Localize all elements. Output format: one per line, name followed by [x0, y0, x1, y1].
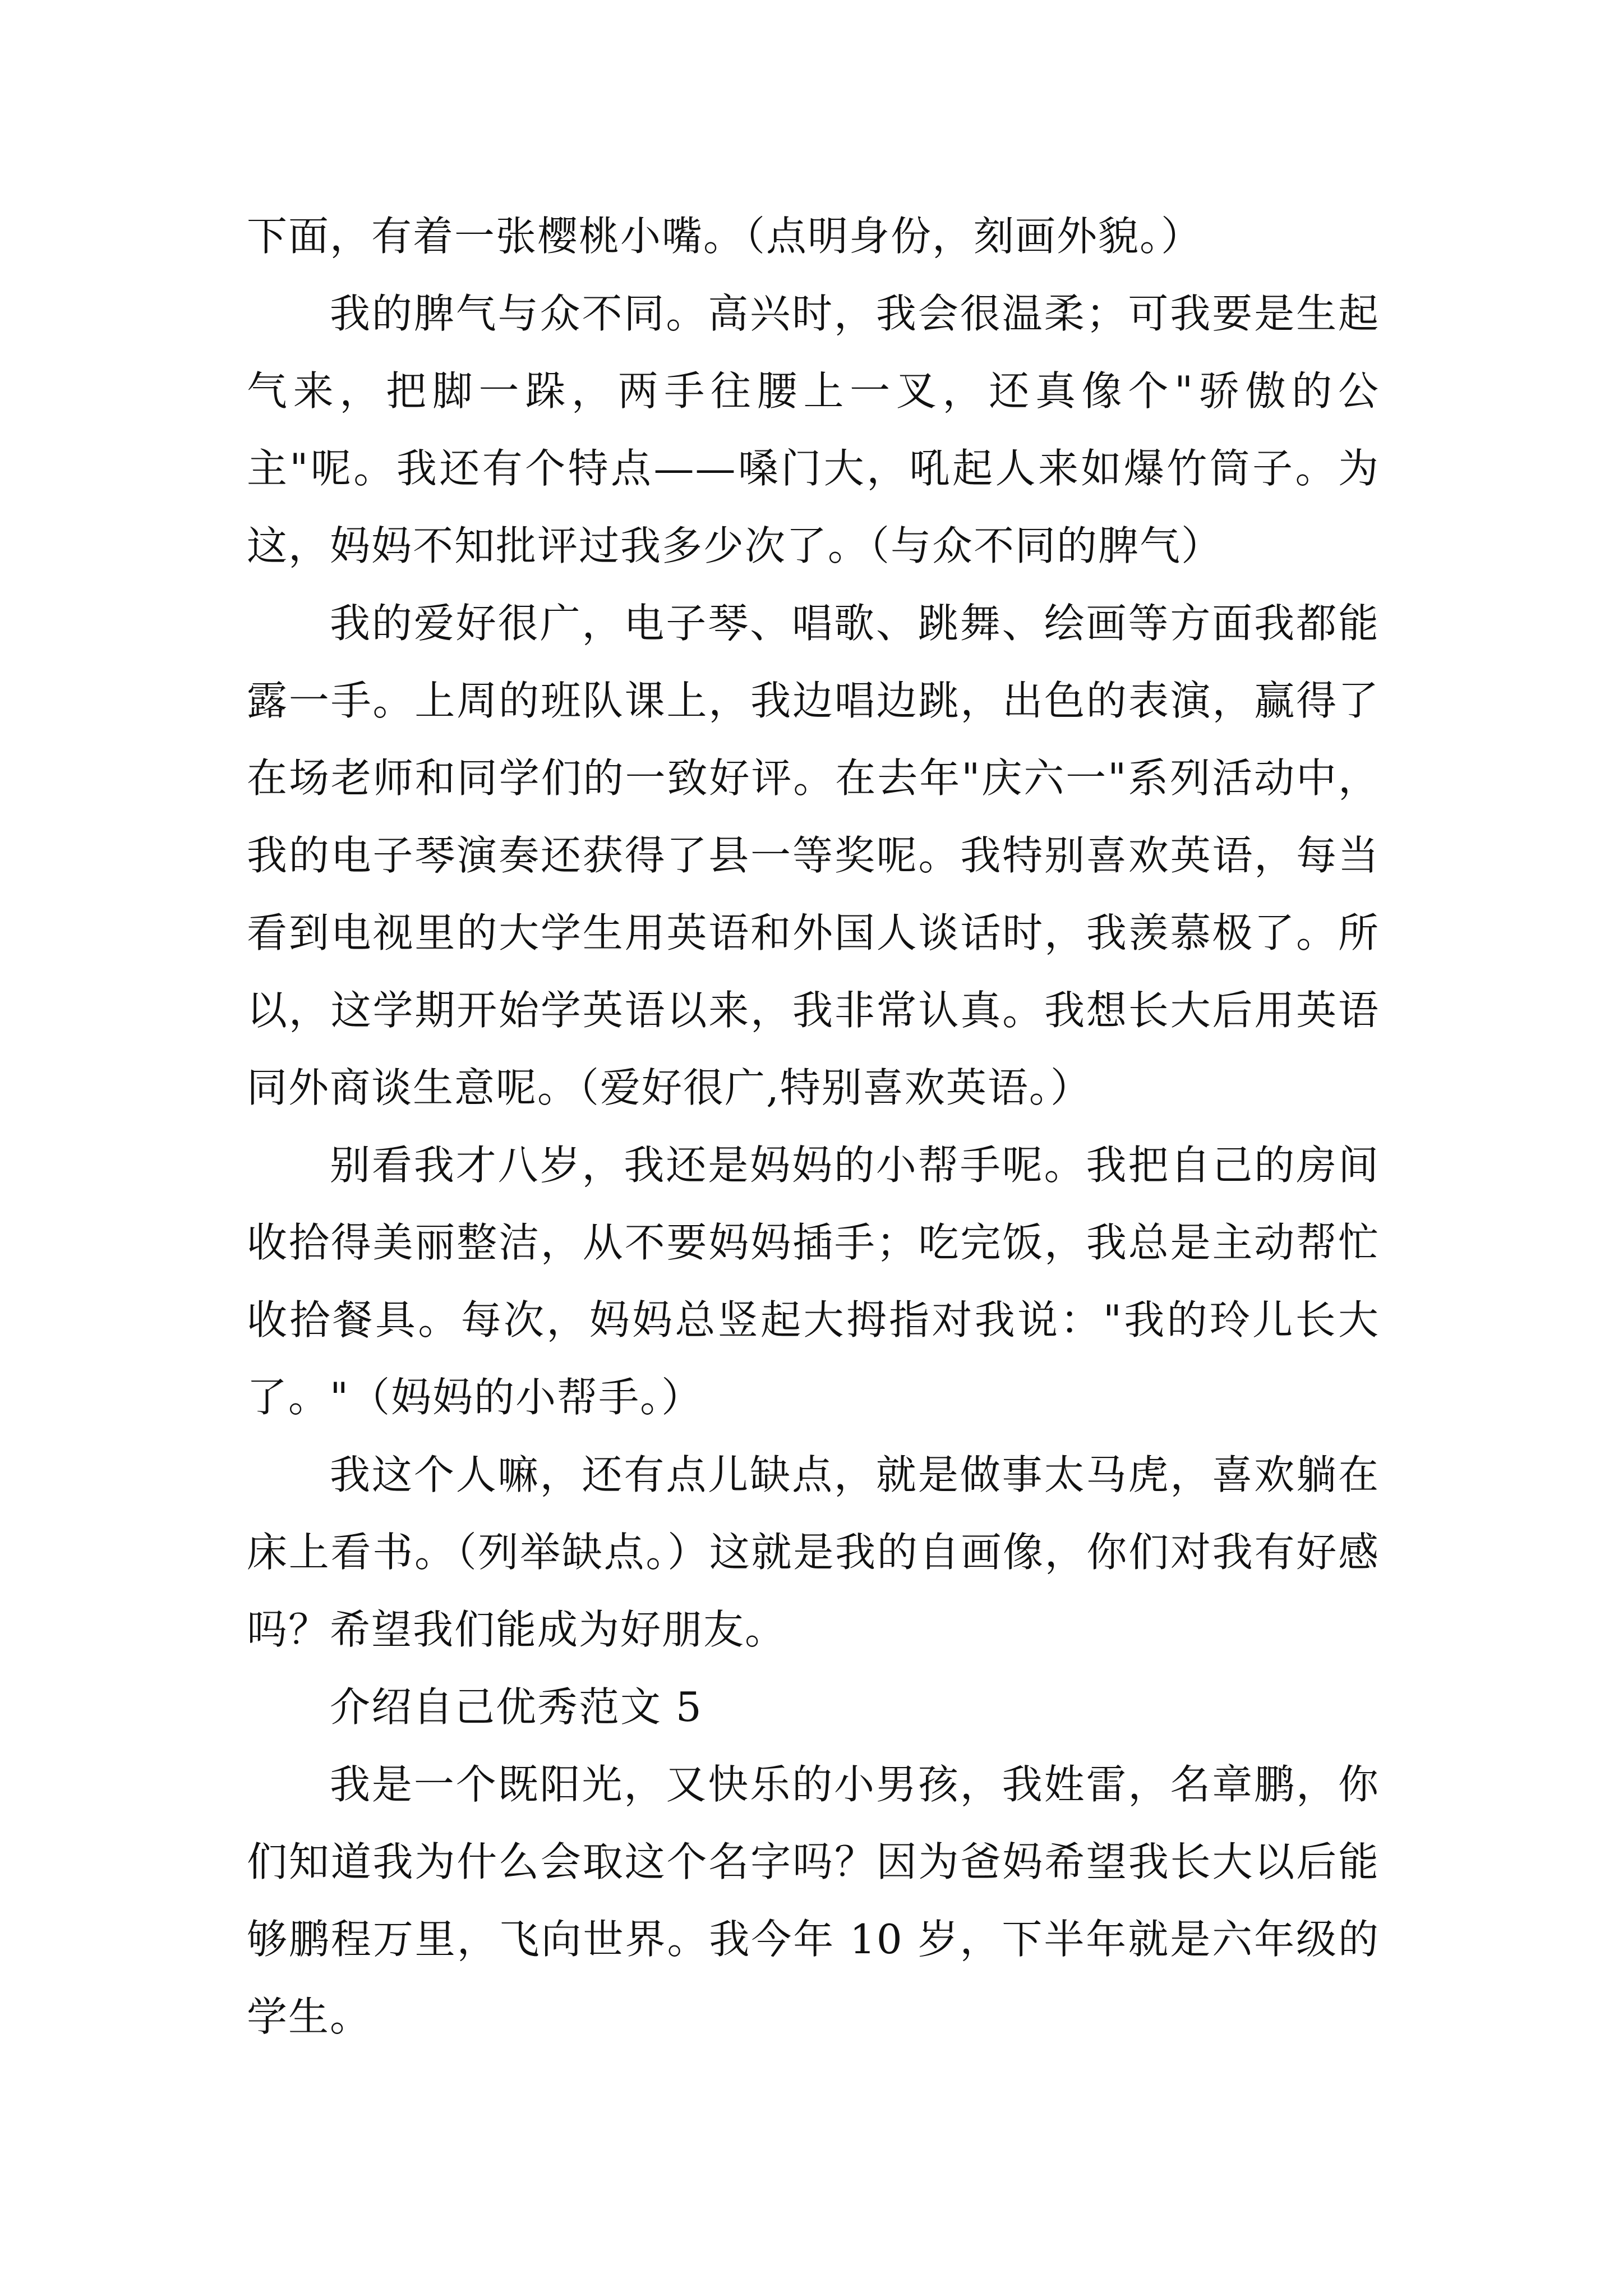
paragraph-temper: 我的脾气与众不同。高兴时，我会很温柔；可我要是生起气来，把脚一跺，两手往腰上一叉，还真像个"骄傲的公主"呢。我还有个特点——嗓门大，吼起人来如爆竹筒子。为这，妈妈不知批评过我多少次了。（与众不同的脾气） [247, 290, 1380, 569]
paragraph-shortcomings: 我这个人嘛，还有点儿缺点，就是做事太马虎，喜欢躺在床上看书。（列举缺点。）这就是我的自画像，你们对我有好感吗？希望我们能成为好朋友。 [247, 1451, 1380, 1653]
section-heading: 介绍自己优秀范文 5 [330, 1683, 703, 1731]
paragraph-introduction: 我是一个既阳光，又快乐的小男孩，我姓雷，名章鹏，你们知道我为什么会取这个名字吗？因为爸妈希望我长大以后能够鹏程万里，飞向世界。我今年 10 岁，下半年就是六年级的学生。 [247, 1761, 1380, 2040]
paragraph-appearance-end: 下面，有着一张樱桃小嘴。（点明身份，刻画外貌。） [247, 213, 1203, 260]
document-body [247, 197, 1380, 2055]
paragraph-helper: 别看我才八岁，我还是妈妈的小帮手呢。我把自己的房间收拾得美丽整洁，从不要妈妈插手；吃完饭，我总是主动帮忙收拾餐具。每次，妈妈总竖起大拇指对我说："我的玲儿长大了。"（妈妈的小帮手。） [247, 1142, 1380, 1421]
paragraph-hobbies: 我的爱好很广，电子琴、唱歌、跳舞、绘画等方面我都能露一手。上周的班队课上，我边唱边跳，出色的表演，赢得了在场老师和同学们的一致好评。在去年"庆六一"系列活动中，我的电子琴演奏还获得了县一等奖呢。我特别喜欢英语，每当看到电视里的大学生用英语和外国人谈话时，我羡慕极了。所以，这学期开始学英语以来，我非常认真。我想长大后用英语同外商谈生意呢。（爱好很广,特别喜欢英语。） [247, 600, 1380, 1111]
